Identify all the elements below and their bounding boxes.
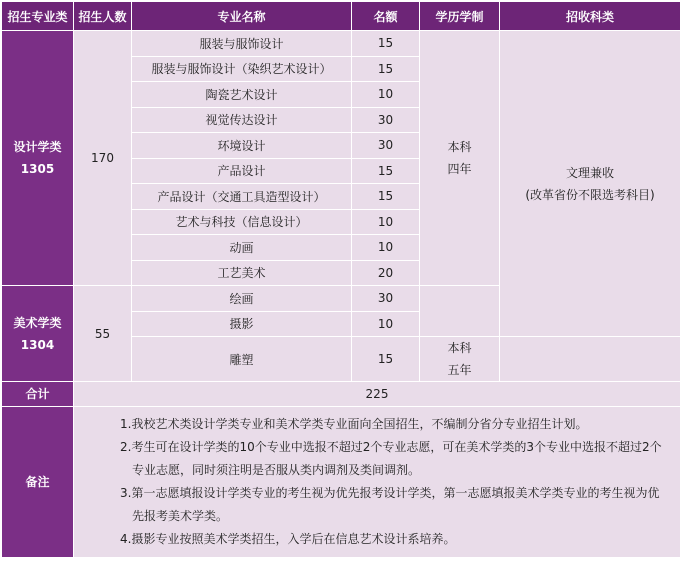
major-name: 摄影	[132, 311, 352, 337]
major-name: 服装与服饰设计	[132, 31, 352, 57]
total-row	[2, 382, 681, 407]
subject-note: (改革省份不限选考科目)	[525, 187, 655, 202]
subject-continuation	[500, 337, 681, 382]
major-quota: 10	[352, 311, 420, 337]
count-design: 170	[74, 31, 132, 286]
degree-design	[420, 31, 500, 286]
category-fine-arts	[2, 286, 74, 382]
degree-sculpture	[420, 337, 500, 382]
total-label: 合计	[2, 382, 74, 407]
major-quota: 10	[352, 235, 420, 261]
major-quota: 15	[352, 184, 420, 210]
category-code: 1304	[20, 337, 55, 352]
major-quota: 15	[352, 31, 420, 57]
count-fine-arts: 55	[74, 286, 132, 382]
major-quota: 15	[352, 337, 420, 382]
major-quota: 20	[352, 260, 420, 286]
header-degree: 学历学制	[420, 2, 500, 31]
header-count: 招生人数	[74, 2, 132, 31]
total-value: 225	[74, 382, 681, 407]
note-item: 3.第一志愿填报设计学类专业的考生视为优先报考设计学类，第一志愿填报美术学类专业的考生视为优先报考美术学类。	[120, 486, 660, 523]
major-name: 动画	[132, 235, 352, 261]
major-quota: 10	[352, 82, 420, 108]
degree-blank	[420, 286, 500, 337]
major-name: 艺术与科技（信息设计）	[132, 209, 352, 235]
notes-content	[74, 407, 681, 558]
admissions-table	[1, 1, 681, 558]
major-name: 环境设计	[132, 133, 352, 159]
major-quota: 30	[352, 133, 420, 159]
header-subject: 招收科类	[500, 2, 681, 31]
subject-main: 文理兼收	[565, 165, 614, 180]
category-name: 美术学类	[13, 315, 62, 330]
degree-level: 本科	[447, 341, 472, 355]
header-major: 专业名称	[132, 2, 352, 31]
major-quota: 30	[352, 107, 420, 133]
note-item: 2.考生可在设计学类的10个专业中选报不超过2个专业志愿，可在美术学类的3个专业中选报不超过2个专业志愿，同时须注明是否服从类内调剂及类间调剂。	[120, 440, 662, 477]
major-quota: 10	[352, 209, 420, 235]
notes-label: 备注	[2, 407, 74, 558]
major-name: 工艺美术	[132, 260, 352, 286]
subject-cell	[500, 31, 681, 337]
major-quota: 30	[352, 286, 420, 312]
major-name: 视觉传达设计	[132, 107, 352, 133]
note-item: 4.摄影专业按照美术学类招生，入学后在信息艺术设计系培养。	[120, 532, 456, 546]
major-name: 产品设计（交通工具造型设计）	[132, 184, 352, 210]
major-name: 服装与服饰设计（染织艺术设计）	[132, 56, 352, 82]
category-name: 设计学类	[13, 140, 62, 154]
header-quota: 名额	[352, 2, 420, 31]
notes-row	[2, 407, 681, 558]
major-quota: 15	[352, 56, 420, 82]
major-name: 雕塑	[132, 337, 352, 382]
category-code: 1305	[20, 162, 55, 176]
category-design	[2, 31, 74, 286]
major-quota: 15	[352, 158, 420, 184]
major-name: 绘画	[132, 286, 352, 312]
degree-years: 四年	[447, 162, 472, 176]
table-row	[2, 31, 681, 57]
header-row	[2, 2, 681, 31]
degree-years: 五年	[447, 363, 472, 377]
major-name: 陶瓷艺术设计	[132, 82, 352, 108]
note-item: 1.我校艺术类设计学类专业和美术学类专业面向全国招生，不编制分省分专业招生计划。	[120, 417, 588, 431]
degree-level: 本科	[447, 140, 472, 154]
header-category: 招生专业类	[2, 2, 74, 31]
major-name: 产品设计	[132, 158, 352, 184]
